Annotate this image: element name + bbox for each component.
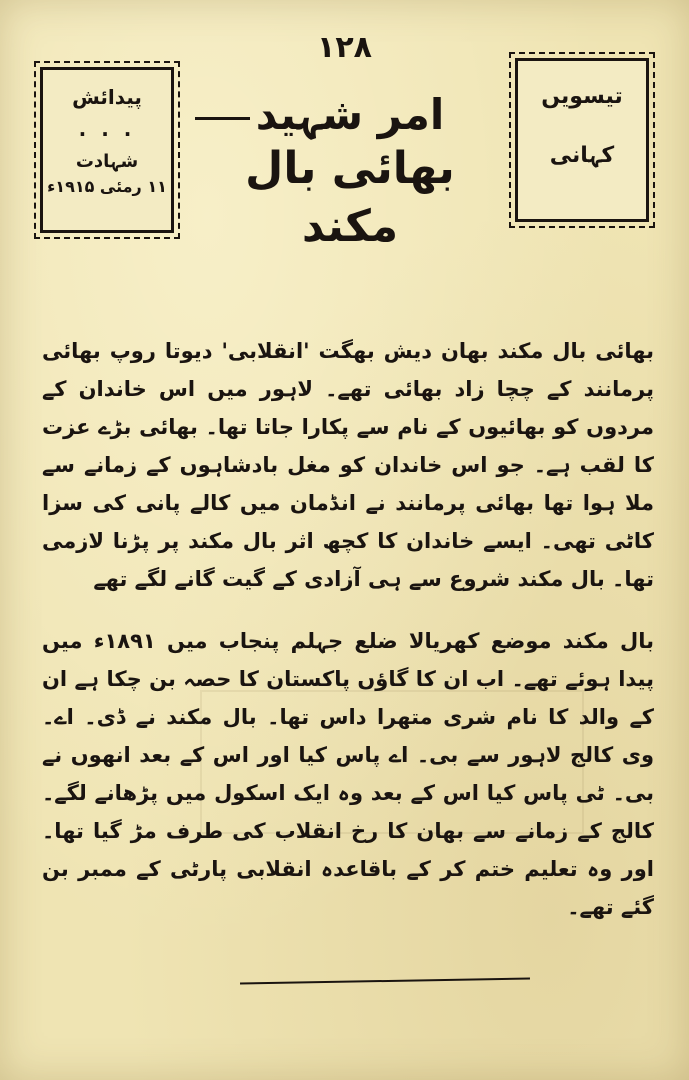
title-line-1: امر شہید [255, 90, 445, 139]
page-number: ۱۲۸ [317, 30, 372, 65]
chapter-title [190, 90, 510, 250]
martyrdom-date: ۱۱ رمئی ۱۹۱۵ء [47, 177, 167, 197]
birth-date-blank: . . . [78, 117, 136, 141]
birth-martyrdom-stamp [40, 67, 174, 233]
story-number-stamp [515, 58, 649, 222]
handwritten-underline [240, 977, 530, 984]
title-line-2: بھائی بال مکند [245, 143, 455, 252]
birth-label: پیدائش [72, 85, 142, 109]
paragraph-1: بھائی بال مکند بھان دیش بھگت 'انقلابی' دیوتا روپ بھائی پرمانند کے چچا زاد بھائی تھے۔ لاہور میں اس خاندان کے مردوں کو بھائیوں کے نام سے پکارا جاتا تھا۔ بھائی بڑے عزت کا لقب ہے۔ جو اس خاندان کو مغل بادشاہوں کے زمانے سے ملا ہوا تھا بھائی پرمانند نے انڈمان میں کالے پانی کی سزا کاٹی تھی۔ ایسے خاندان کا کچھ اثر بال مکند پر پڑنا لازمی تھا۔ بال مکند شروع سے ہی آزادی کے گیت گانے لگے تھے [42, 339, 654, 591]
story-label: کہانی [549, 142, 615, 168]
body-text [42, 332, 654, 950]
martyrdom-label: شہادت [75, 151, 139, 172]
story-ordinal: تیسویں [541, 84, 623, 109]
paragraph-2: بال مکند موضع کھریالا ضلع جہلم پنجاب میں ۱۸۹۱ء میں پیدا ہوئے تھے۔ اب ان کا گاؤں پاکستان کا حصہ بن چکا ہے ان کے والد کا نام شری متھرا داس تھا۔ بال مکند نے ڈی۔ اے۔ وی کالج لاہور سے بی۔ اے پاس کیا اور اس کے بعد انھوں نے بی۔ ٹی پاس کیا اس کے بعد وہ ایک اسکول میں پڑھانے لگے۔ کالج کے زمانے سے بھان کا رخ انقلاب کی طرف مڑ گیا تھا۔ اور وہ تعلیم ختم کر کے باقاعدہ انقلابی پارٹی کے ممبر بن گئے تھے۔ [42, 629, 654, 919]
